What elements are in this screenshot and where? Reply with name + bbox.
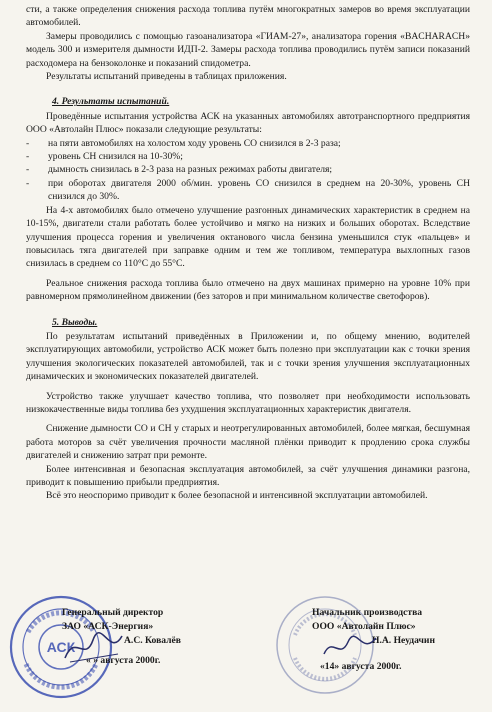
conclusion-paragraph-4: Более интенсивная и безопасная эксплуатация автомобилей, за счёт улучшения динамики разгона, приводит к повышению прибыли предприятия. (26, 463, 470, 488)
results-list (26, 137, 470, 204)
list-item: - при оборотах двигателя 2000 об/мин. уровень СО снизился в среднем на 20-30%, уровень СН снизился до 30%. (26, 177, 470, 204)
list-item: - уровень СН снизился на 10-30%; (26, 150, 470, 163)
fuel-paragraph: Реальное снижения расхода топлива было отмечено на двух машинах примерно на уровне 10% при равномерном прямолинейном движении (без заторов и при минимальном количестве светофоров). (26, 277, 470, 303)
left-handwritten-signature (60, 628, 130, 668)
left-signer-role: Генеральный директор (62, 607, 164, 618)
section-4-heading: 4. Результаты испытаний. (52, 96, 170, 108)
right-signature-date: «14» августа 2000г. (320, 661, 402, 672)
measurement-paragraph: Замеры проводились с помощью газоанализатора «ГИАМ-27», анализатора горения «BACHARACH» модель 300 и измерителя дымности ИДП-2. Замеры расхода топлива проводились путём записи показаний расходомера на бензоколонке и показаний спидометра. (26, 30, 470, 69)
list-item: - на пяти автомобилях на холостом ходу уровень СО снизился в 2-3 раза; (26, 137, 470, 150)
section-4-lead: Проведённые испытания устройства АСК на указанных автомобилях автотранспортного предприятия ООО «Автолайн Плюс» показали следующие результаты: (26, 110, 470, 136)
right-signer-role: Начальник производства (312, 607, 423, 618)
left-signature-date: « » августа 2000г. (86, 655, 161, 666)
dynamics-paragraph: На 4-х автомобилях было отмечено улучшение разгонных динамических характеристик в среднем на 10-15%, двигатели стали работать более устойчиво и мягко на низких и больших оборотах. Вследствие улучшения процесса горения и увеличения октанового числа бензина уменьшился стук «пальцев» и повысилась тяга двигателей при заправке одним и тем же топливом, температура выхлопных газов снизилась в среднем со 110°С до 55°С. (26, 204, 470, 270)
stamp-center-text: АСК (46, 639, 76, 655)
list-item: - дымность снизилась в 2-3 раза на разных режимах работы двигателя; (26, 163, 470, 176)
left-signer-org: ЗАО «АСК-Энергия» (62, 621, 154, 632)
left-signer-name: А.С. Ковалёв (124, 635, 181, 646)
conclusion-paragraph-2: Устройство также улучшает качество топлива, что позволяет при необходимости использовать низкокачественные виды топлива без ухудшения эксплуатационных характеристик двигателя. (26, 390, 470, 415)
right-signer-name: Н.А. Неудачин (372, 635, 435, 646)
right-handwritten-signature (320, 632, 380, 662)
intro-paragraph: сти, а также определения снижения расхода топлива путём многократных замеров во время эксплуатации автомобилей. (26, 4, 470, 29)
conclusion-paragraph-3: Снижение дымности СО и СН у старых и неотрегулированных автомобилей, более мягкая, бесшумная работа моторов за счёт увеличения прочности масляной плёнки приводит к продлению срока службы двигателей и снижению затрат при ремонте. (26, 423, 470, 462)
results-note-paragraph: Результаты испытаний приведены в таблицах приложения. (46, 71, 287, 83)
conclusion-paragraph-5: Всё это неоспоримо приводит к более безопасной и интенсивной эксплуатации автомобилей. (46, 490, 428, 502)
conclusion-paragraph-1: По результатам испытаний приведённых в Приложении и, по общему мнению, водителей эксплуатирующих автомобили, устройство АСК может быть полезно при эксплуатации как с точки зрения улучшения экологических показателей автомобилей, так и с точки зрения улучшения эксплуатационных динамических и экономических показателей двигателей. (26, 330, 470, 383)
right-signer-org: ООО «Автолайн Плюс» (312, 621, 416, 632)
section-5-heading: 5. Выводы. (52, 316, 98, 328)
